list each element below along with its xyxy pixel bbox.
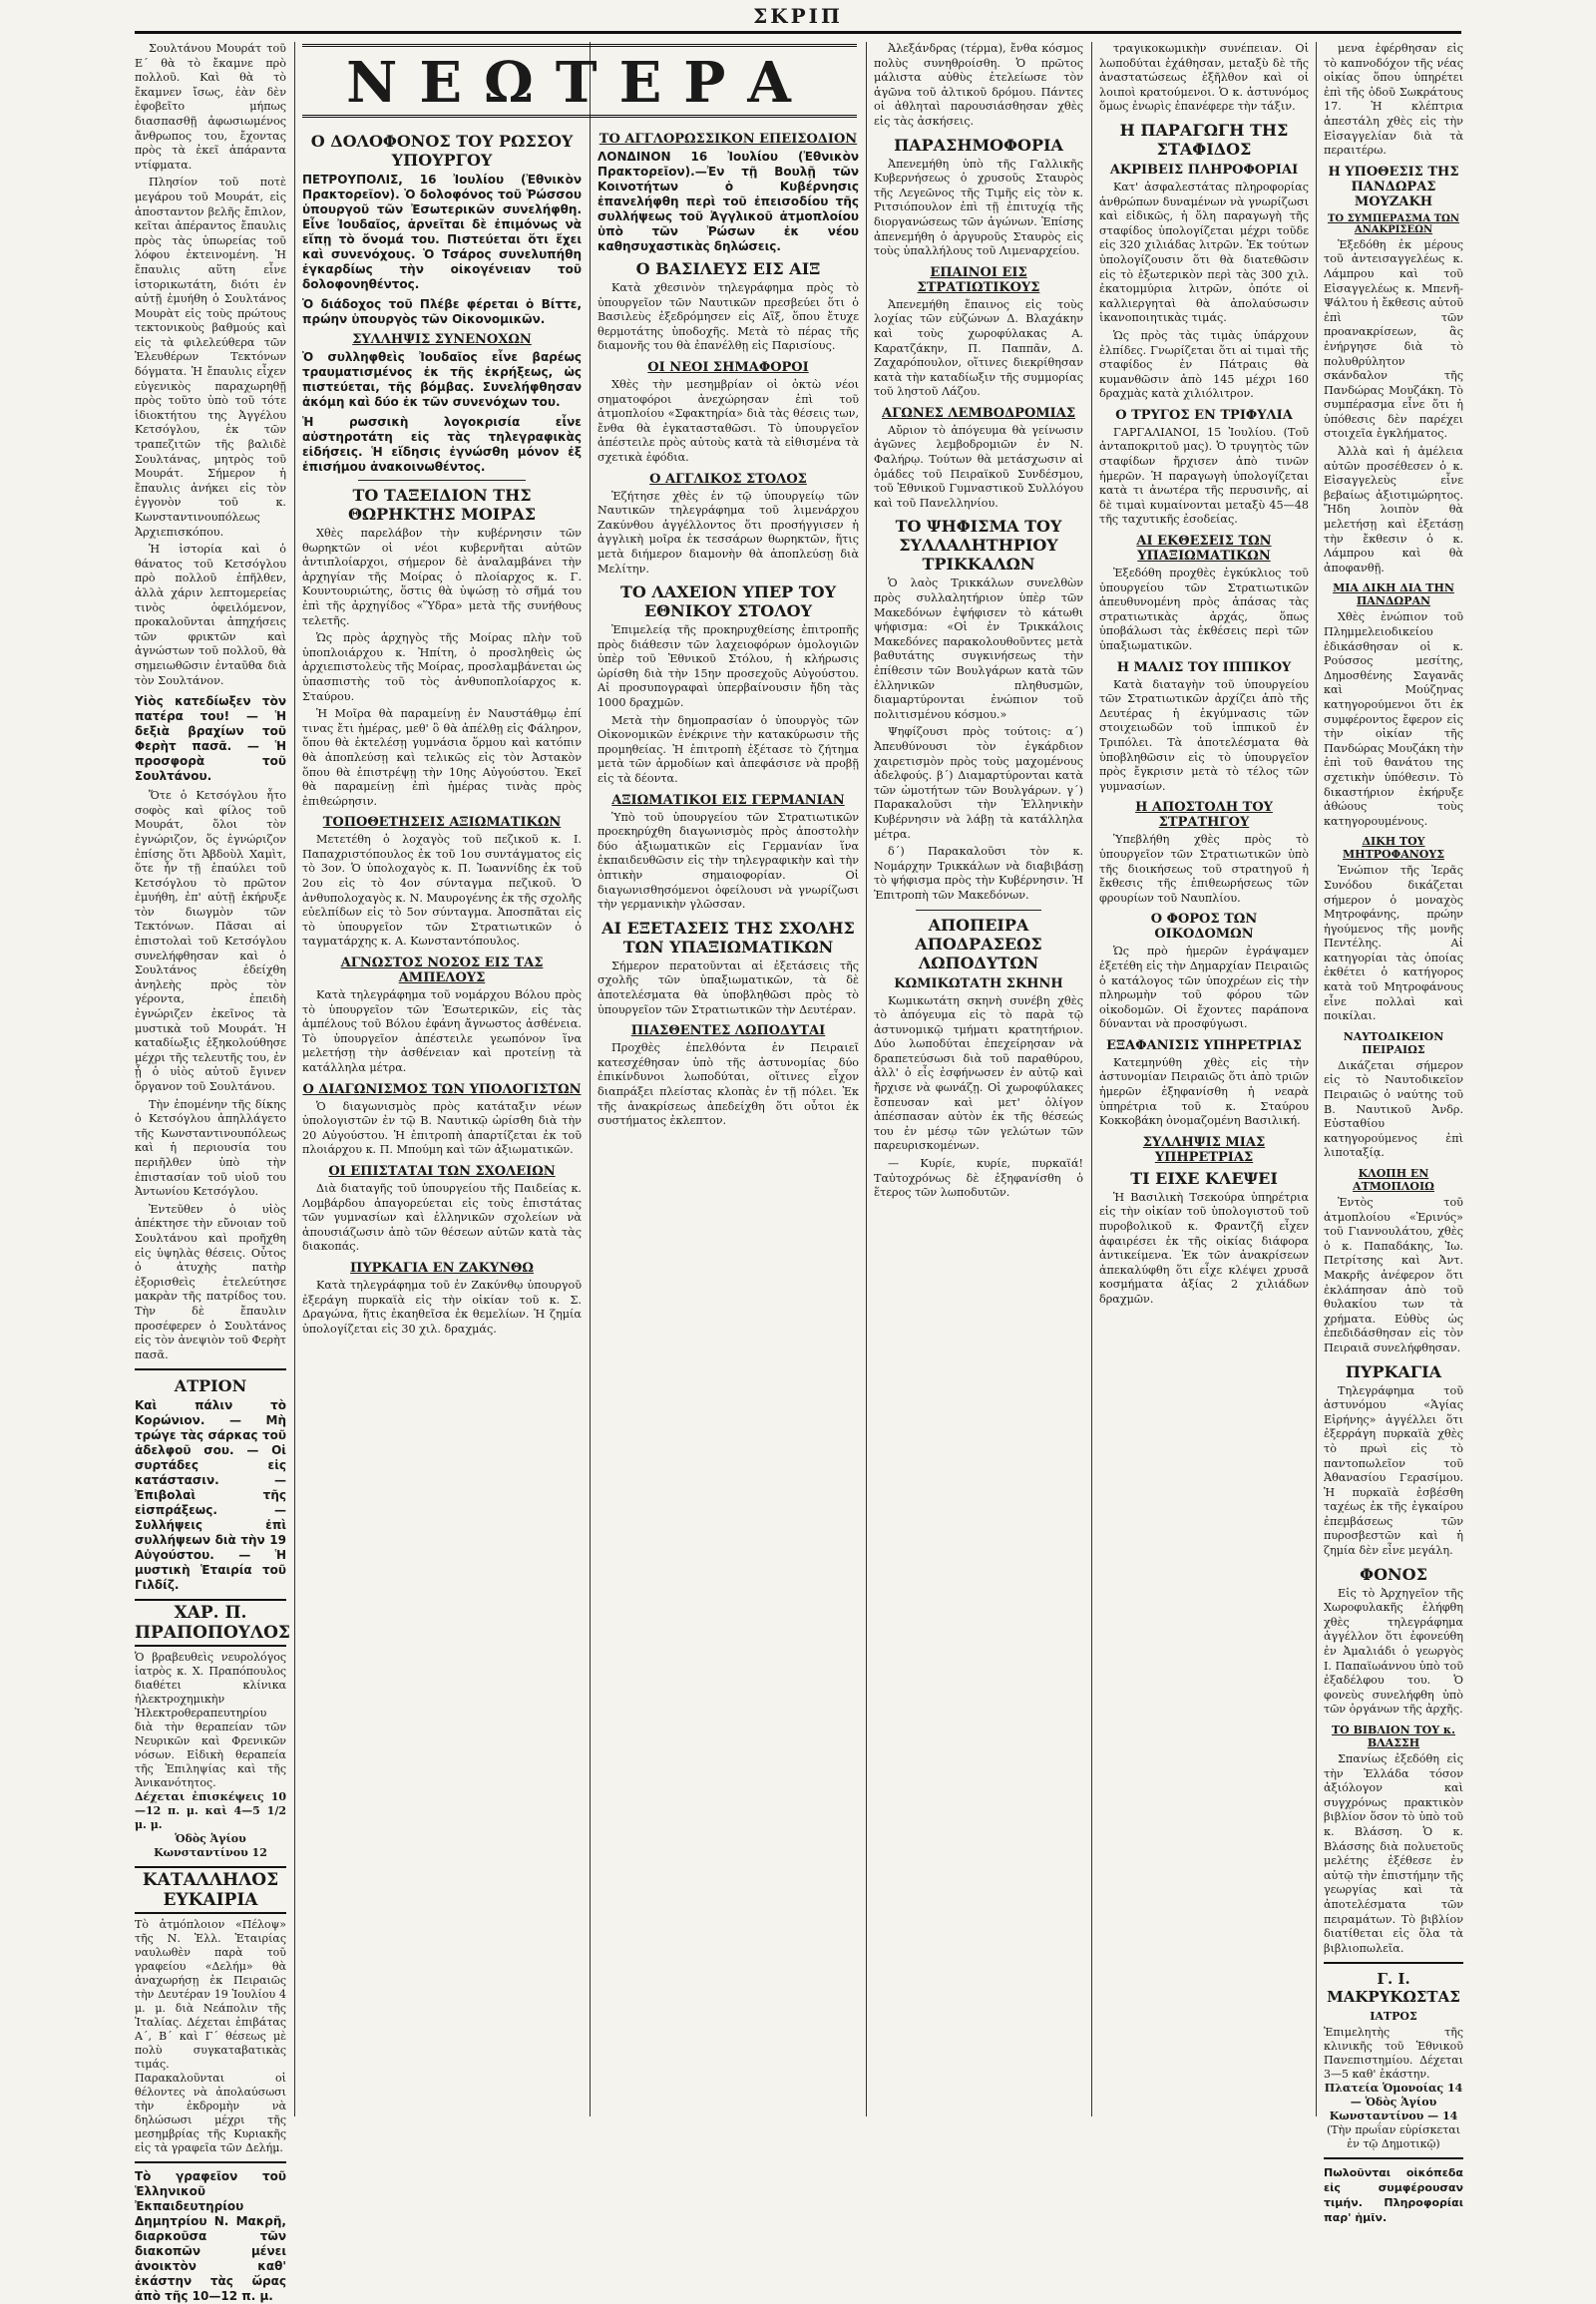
section-heading: ΑΤΡΙΟΝ xyxy=(174,1376,247,1396)
article-text: Ὑπεβλήθη χθὲς πρὸς τὸ ὑπουργεῖον τῶν Στρατιωτικῶν ὑπὸ τῆς διοικήσεως τοῦ στρατηγοῦ ἡ ἔκθεσις τῆς ἐπιθεωρήσεως τῶν φρουρίων τοῦ Ναυπλίου. xyxy=(1099,833,1309,905)
article-text: Ὁ λαὸς Τρικκάλων συνελθὼν πρὸς συλλαλητήριον ὑπὲρ τῶν Μακεδόνων ἐψήφισεν τὸ κάτωθι ψήφισμα: «Οἱ ἐν Τρικκάλοις Μακεδόνες παρακολουθοῦντες μετὰ βαθυτάτης συγκινήσεως τὴν ἐπίθεσιν τῶν Βουλγάρων κατὰ τῶν ἑλληνικῶν πληθυσμῶν, διαμαρτύρονται ἐνώπιον τοῦ πολιτισμένου κόσμου.» xyxy=(874,576,1083,721)
article-text: Ὁ διαγωνισμὸς πρὸς κατάταξιν νέων ὑπολογιστῶν ἐν τῷ Β. Ναυτικῷ ὡρίσθη διὰ τὴν 20 Αὐγούστου. Ἡ ἐπιτροπὴ ἀπαρτίζεται ἐκ τοῦ πλοιάρχου κ. Π. Μπούμη καὶ τῶν ἀξιωματικῶν. xyxy=(302,1099,582,1157)
article-heading: Η ΜΑΛΙΣ ΤΟΥ ΙΠΠΙΚΟΥ xyxy=(1116,659,1292,675)
news-banner xyxy=(296,44,863,122)
article-heading: ΤΟ ΨΗΦΙΣΜΑ ΤΟΥ ΣΥΛΛΑΛΗΤΗΡΙΟΥ ΤΡΙΚΚΑΛΩΝ xyxy=(895,517,1062,575)
article-heading: ΑΙ ΕΚΘΕΣΕΙΣ ΤΩΝ ΥΠΑΞΙΩΜΑΤΙΚΩΝ xyxy=(1136,534,1272,565)
article-text: Ὅτε ὁ Κετσόγλου ἦτο σοφὸς καὶ φίλος τοῦ Μουράτ, ὅλοι τὸν ἐγνώριζον, ὅς ἐγνώριζον ἐπίσης ὅτι Ἀβδοὺλ Χαμὶτ, ὅτε ἦν τῇ ἐπαύλει τοῦ Κετσόγλου τὸ πρῶτον ἐμυήθη, ἐπ' αὐτῇ ἐκήρυξε τὸν διωγμὸν τῶν Τεκτόνων. Πᾶσαι αἱ ἐπιστολαὶ τοῦ Κετσόγλου συνελήφθησαν καὶ ὁ Σουλτάνος ἐδείχθη ἀνηλεὴς πρὸς τὸν γέροντα, ἐπειδὴ ἐγνώριζεν ἐκεῖνος τὰ μυστικὰ τοῦ Μουράτ. Ἡ καταδίωξις ἐξηκολούθησε μέχρι τῆς τελευτῆς του, ἐν ᾗ ὁ υἱὸς αὐτοῦ ἔγινεν ὄργανον τοῦ Σουλτάνου. xyxy=(135,789,286,1093)
article-text: Ὑπὸ τοῦ ὑπουργείου τῶν Στρατιωτικῶν προεκηρύχθη διαγωνισμὸς πρὸς ἀποστολὴν δύο ἀξιωματικῶν εἰς Γερμανίαν ἵνα ἐκπαιδευθῶσιν εἰς τὴν τηλεγραφικὴν καὶ τὴν ὀπτικὴν σημαιοφορίαν. Οἱ διαγωνισθησόμενοι ὀφείλουσι νὰ γνωρίζωσι τὴν γερμανικὴν γλῶσσαν. xyxy=(598,810,859,912)
article-text: τραγικοκωμικὴν συνέπειαν. Οἱ λωποδύται ἐχάθησαν, μεταξὺ δὲ τῆς ἀναστατώσεως ἐξῆλθον καὶ οἱ λοιποὶ κρατούμενοι. Ὁ κ. ἀστυνόμος ὅμως ἐνωρὶς ἐπανέφερε τὴν τάξιν. xyxy=(1099,42,1309,114)
article-heading: Ο ΑΓΓΛΙΚΟΣ ΣΤΟΛΟΣ xyxy=(649,471,807,487)
article-subheading: ΤΙ ΕΙΧΕ ΚΛΕΨΕΙ xyxy=(1130,1168,1278,1188)
article-text: Σήμερον περατοῦνται αἱ ἐξετάσεις τῆς σχολῆς τῶν ὑπαξιωματικῶν, τὰ δὲ ἀποτελέσματα θὰ ὑποβληθῶσι πρὸς τὸ ὑπουργεῖον τῶν Στρατιωτικῶν τὴν Δευτέραν. xyxy=(598,959,859,1016)
article-text: Μετὰ τὴν δημοπρασίαν ὁ ὑπουργὸς τῶν Οἰκονομικῶν ἐνέκρινε τὴν κατακύρωσιν τῆς προμηθείας. Ἡ ἐπιτροπὴ ἐξέτασε τὸ ζήτημα μετὰ τῶν ἀρμοδίων καὶ ἀπεφάσισε νὰ προβῇ εἰς τὰ δέοντα. xyxy=(598,713,859,786)
article-text: Κατ' ἀσφαλεστάτας πληροφορίας ἀνθρώπων δυναμένων νὰ γνωρίζωσι καὶ εἰδικῶς, ἡ ὅλη παραγωγὴ τῆς σταφίδος ὑπολογίζεται μέχρι τοῦδε εἰς 320 χιλιάδας λιτρῶν. Ἐκ τούτων ὑπολογίζουσιν ὅτι θὰ διατεθῶσιν εἰς τὸ ἐξωτερικὸν περὶ τὰς 300 χιλ. ἐκατομμύρια λιτρῶν, ὁπότε οἱ καλλιεργηταὶ θὰ ἀπολαύσωσιν ἱκανοποιητικὰς τιμάς. xyxy=(1099,180,1309,325)
article-text: Ψηφίζουσι πρὸς τούτοις: α΄) Ἀπευθύνουσι τὸν ἐγκάρδιον χαιρετισμὸν πρὸς τοὺς μαχομένους ἀδελφούς. β΄) Διαμαρτύρονται κατὰ τῶν ὠμοτήτων τῶν Βουλγάρων. γ΄) Παρακαλοῦσι τὴν Ἑλληνικὴν Κυβέρνησιν νὰ λάβῃ τὰ κατάλληλα μέτρα. xyxy=(874,725,1083,841)
section-rule xyxy=(135,2161,286,2163)
section-rule xyxy=(916,910,1041,911)
article-text: Ὡς πρὸς ἀρχηγὸς τῆς Μοίρας πλὴν τοῦ ὑποπλοιάρχου κ. Ἠπίτη, ὁ προσληθεὶς ὡς ἀρχιεπιστολεὺς τῆς Μοίρας, προσλαμβάνεται ὡς ὑπασπιστὴς τοῦ τὸς ἀνθυποπλοίαρχος κ. Σταύρου. xyxy=(302,631,582,703)
article-text: Εἰς τὸ Ἀρχηγεῖον τῆς Χωροφυλακῆς ἐλήφθη χθὲς τηλεγράφημα ἀγγέλλον ὅτι ἐφονεύθη ἐν Ἀμαλιάδι ὁ γεωργὸς Ι. Παπαϊωάννου ὑπὸ τοῦ ἐξαδέλφου του. Ὁ φονεὺς συνελήφθη ὑπὸ τῶν ὀργάνων τῆς ἀρχῆς. xyxy=(1324,1586,1463,1717)
article-heading: ΤΟ ΛΑΧΕΙΟΝ ΥΠΕΡ ΤΟΥ ΕΘΝΙΚΟΥ ΣΤΟΛΟΥ xyxy=(619,582,837,621)
article-heading: Ο ΤΡΥΓΟΣ ΕΝ ΤΡΙΦΥΛΙΑ xyxy=(1115,407,1293,423)
notice-text: Πωλοῦνται οἰκόπεδα εἰς συμφέρουσαν τιμήν. Πληροφορίαι παρ' ἡμῖν. xyxy=(1324,2166,1463,2225)
article-text: Ἐντεῦθεν ὁ υἱὸς ἀπέκτησε τὴν εὔνοιαν τοῦ Σουλτάνου καὶ προῆχθη εἰς ὑψηλὰς θέσεις. Οὗτος ὁ ἀτυχὴς πατὴρ ἐξορισθεὶς ἐτελεύτησε μακρὰν τῆς πατρίδος του. Τὴν δὲ ἔπαυλιν προσέφερεν ὁ Σουλτάνος εἰς τὸν ἀνεψιὸν τοῦ Φερὴτ πασᾶ. xyxy=(135,1202,286,1361)
article-text: Ἐζήτησε χθὲς ἐν τῷ ὑπουργείῳ τῶν Ναυτικῶν τηλεγράφημα τοῦ λιμενάρχου Ζακύνθου ἀγγέλλοντος ὅτι προσήγγισεν ἡ ἀγγλικὴ μοῖρα ἐκ τεσσάρων θωρηκτῶν, ἥτις μετὰ διήμερον διαμονὴν θὰ ἀποπλεύσῃ διὰ Μελίτην. xyxy=(598,489,859,576)
column-divider xyxy=(1316,42,1317,2116)
column-divider xyxy=(1091,42,1092,2116)
article-text: Κατὰ τηλεγράφημα τοῦ νομάρχου Βόλου πρὸς τὸ ὑπουργεῖον τῶν Ἐσωτερικῶν, εἰς τὰς ἀμπέλους τοῦ Βόλου ἐφάνη ἄγνωστος ἀσθένεια. Τὸ ὑπουργεῖον ἀπέστειλε γεωπόνον ἵνα μελετήσῃ τὴν ἀσθένειαν καὶ προτείνῃ τὰ κατάλληλα μέτρα. xyxy=(302,988,582,1074)
article-heading: ΔΙΚΗ ΤΟΥ ΜΗΤΡΟΦΑΝΟΥΣ xyxy=(1343,835,1444,862)
article-text: Τηλεγράφημα τοῦ ἀστυνόμου «Ἁγίας Εἰρήνης» ἀγγέλλει ὅτι ἐξερράγη πυρκαϊὰ χθὲς τὸ πρωὶ εἰς τὸ παντοπωλεῖον τοῦ Ἀθανασίου Γερασίμου. Ἡ πυρκαϊὰ ἐσβέσθη ταχέως ἐκ τῆς ἐγκαίρου ἐπεμβάσεως τῶν πυροσβεστῶν καὶ ἡ ζημία δὲν εἶνε μεγάλη. xyxy=(1324,1383,1463,1558)
advertisement-note: (Τὴν πρωΐαν εὑρίσκεται ἐν τῷ Δημοτικῷ) xyxy=(1326,2123,1461,2151)
section-rule xyxy=(1324,1962,1463,1964)
article-text: Ὡς πρὸ ἡμερῶν ἐγράψαμεν ἐξετέθη εἰς τὴν Δημαρχίαν Πειραιῶς ὁ κατάλογος τῶν ὑποχρέων εἰς τὴν πληρωμὴν τοῦ φόρου τῶν οἰκοδομῶν. Οἱ ἔχοντες παράπονα δύνανται νὰ προσφύγωσι. xyxy=(1099,945,1309,1031)
article-heading: ΠΥΡΚΑΓΙΑ ΕΝ ΖΑΚΥΝΘΩ xyxy=(350,1260,534,1276)
article-text: Ἡ Βασιλικὴ Τσεκούρα ὑπηρέτρια εἰς τὴν οἰκίαν τοῦ ὑπολογιστοῦ τοῦ πυροβολικοῦ κ. Φραντζῆ εἶχεν ἀφαιρέσει ἐκ τῆς οἰκίας διάφορα ἀντικείμενα. Ἐκ τῶν ἀνακρίσεων ἀπεκαλύφθη ὅτι εἶχε κλέψει χρυσᾶ κοσμήματα ἀξίας 2 χιλιάδων δραχμῶν. xyxy=(1099,1190,1309,1306)
advertisement-title: ΚΑΤΑΛΛΗΛΟΣ ΕΥΚΑΙΡΙΑ xyxy=(135,1866,286,1914)
article-text: Προχθὲς ἐπελθόντα ἐν Πειραιεῖ κατεσχέθησαν ὑπὸ τῆς ἀστυνομίας δύο ἐπικίνδυνοι λωποδύται, οἵτινες εἶχον διαπράξει πλείστας κλοπὰς ἐν τῇ πόλει. Ἐκ τῆς ἀνακρίσεως ἀπεδείχθη ὅτι οὗτοι ἐκ συστήματος ἐκλεπτον. xyxy=(598,1041,859,1128)
article-heading: ΣΥΛΛΗΨΙΣ ΣΥΝΕΝΟΧΩΝ xyxy=(352,332,532,347)
advertisement-hours: Δέχεται ἐπισκέψεις 10—12 π. μ. καὶ 4—5 1/2 μ. μ. xyxy=(135,1790,286,1832)
article-text: Ἐξεδόθη ἐκ μέρους τοῦ ἀντεισαγγελέως κ. Λάμπρου καὶ τοῦ Εἰσαγγελέως κ. Μπενῆ-Ψάλτου ἡ ἔκθεσις αὐτοῦ ἐπὶ τῶν προανακρίσεων, ἃς ἐνήργησε διὰ τὸ πολυθρύλητον σκάνδαλον τῆς Πανδώρας Μουζάκη. Τὸ συμπέρασμα εἶνε ὅτι ἡ ὑπόθεσις δὲν παρέχει στοιχεῖα ἐγκλήματος. xyxy=(1324,237,1463,441)
advertisement-text: Τὸ ἀτμόπλοιον «Πέλοψ» τῆς Ν. Ἑλλ. Ἑταιρίας ναυλωθὲν παρὰ τοῦ γραφείου «Δελήμ» θὰ ἀναχωρήσῃ ἐκ Πειραιῶς τὴν Δευτέραν 19 Ἰουλίου 4 μ. μ. διὰ Νεάπολιν τῆς Ἰταλίας. Δέχεται ἐπιβάτας Α΄, Β΄ καὶ Γ΄ θέσεως μὲ πολὺ συγκαταβατικὰς τιμάς. xyxy=(135,1918,286,2072)
masthead xyxy=(135,4,1461,34)
article-text: Ἐντὸς τοῦ ἀτμοπλοίου «Ἐρινύς» τοῦ Γιαννουλάτου, χθὲς ὁ κ. Παπαδάκης, Ἰω. Πετρίτσης καὶ Ἀντ. Μακρῆς ἀνέφερον ὅτι ἐκλάπησαν ἀπὸ τοῦ θυλακίου των τὰ χρήματα. Εὐθὺς ὡς ἐπεδιδάσθησαν εἰς τὸν Πειραιᾶ συνελήφθησαν. xyxy=(1324,1196,1463,1354)
article-heading: ΤΟ ΑΓΓΛΟΡΩΣΣΙΚΟΝ ΕΠΕΙΣΟΔΙΟΝ xyxy=(598,132,858,147)
article-heading: Ο ΔΙΑΓΩΝΙΣΜΟΣ ΤΩΝ ΥΠΟΛΟΓΙΣΤΩΝ xyxy=(302,1081,582,1097)
article-text: Μετετέθη ὁ λοχαγὸς τοῦ πεζικοῦ κ. Ι. Παπαχριστόπουλος ἐκ τοῦ 1ου συντάγματος εἰς τὸ 3ον. Ὁ ὑπολοχαγὸς κ. Π. Ἰωαννίδης ἐκ τοῦ 2ου εἰς τὸ 4ον σύνταγμα πεζικοῦ. Ὁ ἀνθυπολοχαγὸς κ. Ν. Μαυρογένης ἐκ τῆς σχολῆς εὐελπίδων εἰς τὸ 5ον σύνταγμα. Ἀποσπᾶται εἰς τὸ ὑπουργεῖον τῶν Στρατιωτικῶν ὁ ταγματάρχης κ. Α. Κωνσταντόπουλος. xyxy=(302,833,582,949)
article-text: Ὡς πρὸς τὰς τιμὰς ὑπάρχουν ἐλπίδες. Γνωρίζεται ὅτι αἱ τιμαὶ τῆς σταφίδος ἐν Πάτραις θὰ κυμανθῶσιν ἀπὸ 145 μέχρι 160 δραχμὰς κατὰ χιλιόλιτρον. xyxy=(1099,328,1309,401)
article-heading: ΕΠΑΙΝΟΙ ΕΙΣ ΣΤΡΑΤΙΩΤΙΚΟΥΣ xyxy=(917,264,1040,295)
article-text: Ἡ ἱστορία καὶ ὁ θάνατος τοῦ Κετσόγλου πρὸ πολλοῦ ἐπῆλθεν, ἀλλὰ χάριν λεπτομερείας τινὸς ὀφειλόμενον, προκαλοῦνται ἀπηχήσεις τῶν φρικτῶν καὶ ἀγνώστων τοῦ πολλοῦ, θὰ σημειωθῶσιν ἐνταῦθα διὰ τὸν Σουλτάνον. xyxy=(135,543,286,687)
article-text: Τὴν ἐπομένην τῆς δίκης ὁ Κετσόγλου ἀπηλλάγετο τῆς Κωνσταντινουπόλεως καὶ ἡ περιουσία του περιῆλθεν ὑπὸ τὴν ἐπιστασίαν τοῦ υἱοῦ του Ἀντωνίου Κετσόγλου. xyxy=(135,1097,286,1199)
column-divider xyxy=(866,42,867,2116)
article-text: Ἐνώπιον τῆς Ἱερᾶς Συνόδου δικάζεται σήμερον ὁ μοναχὸς Μητροφάνης, πρώην ἡγούμενος τῆς μονῆς Πεντέλης. Αἱ κατηγορίαι τὰς ὁποίας ἐκθέτει ὁ κατήγορος κατὰ τοῦ Μητροφάνους εἶνε πολλαὶ καὶ ποικίλαι. xyxy=(1324,864,1463,1023)
article-heading: ΑΓΝΩΣΤΟΣ ΝΟΣΟΣ ΕΙΣ ΤΑΣ ΑΜΠΕΛΟΥΣ xyxy=(340,956,544,986)
article-text: Ἐξεδόθη προχθὲς ἐγκύκλιος τοῦ ὑπουργείου τῶν Στρατιωτικῶν ἀπευθυνομένη πρὸς ἁπάσας τὰς στρατιωτικὰς ἀρχάς, ὅπως ὑποβάλωσι τὰς ἐκθέσεις περὶ τῶν ὑπαξιωματικῶν. xyxy=(1099,567,1309,652)
article-text: — Κυρίε, κυρίε, πυρκαϊά! Ταὐτοχρόνως δὲ ἐξηφανίσθη ὁ ἕτερος τῶν λωποδυτῶν. xyxy=(874,1157,1083,1200)
article-text: Ἐπιμελείᾳ τῆς προκηρυχθείσης ἐπιτροπῆς πρὸς διάθεσιν τῶν λαχειοφόρων ὁμολογιῶν ὑπὲρ τοῦ Ἐθνικοῦ Στόλου, ἡ κλήρωσις ὡρίσθη διὰ τὴν 15ην προσεχοῦς Αὐγούστου. Αἱ προσυπογραφαὶ ὑπερβαίνουσιν ἤδη τὰς 1000 δραχμῶν. xyxy=(598,623,859,710)
lead-paragraph: ΠΕΤΡΟΥΠΟΛΙΣ, 16 Ἰουλίου (Ἐθνικὸν Πρακτορεῖον). Ὁ δολοφόνος τοῦ Ῥώσσου ὑπουργοῦ τῶν Ἐσωτερικῶν συνελήφθη. Εἶνε Ἰουδαῖος, ἀρνεῖται δὲ ἐπιμόνως νὰ εἴπῃ τὸ ὄνομά του. Πιστεύεται ὅτι ἔχει καὶ συνενόχους. Ὁ Τσάρος συνελυπήθη ἐγκαρδίως τὴν οἰκογένειαν τοῦ δολοφονηθέντος. xyxy=(302,173,582,291)
article-text: Σπανίως ἐξεδόθη εἰς τὴν Ἑλλάδα τόσον ἀξιόλογον καὶ συγχρόνως πρακτικὸν βιβλίον ὅσον τὸ ὑπὸ τοῦ κ. Βλάσση. Ὁ κ. Βλάσσης διὰ πολυετοῦς μελέτης ἐξέθεσε ἐν αὐτῷ τὴν ἐπιστήμην τῆς γεωργίας καὶ τὰ ἀποτελέσματα τῶν πειραμάτων. Τὸ βιβλίον διατίθεται εἰς ὅλα τὰ βιβλιοπωλεῖα. xyxy=(1324,1752,1463,1955)
article-heading: Ο ΒΑΣΙΛΕΥΣ ΕΙΣ ΑΙΞ xyxy=(635,259,821,278)
article-heading: ΑΞΙΩΜΑΤΙΚΟΙ ΕΙΣ ΓΕΡΜΑΝΙΑΝ xyxy=(611,792,845,808)
article-heading: ΤΟ ΒΙΒΛΙΟΝ ΤΟΥ κ. ΒΛΑΣΣΗ xyxy=(1331,1724,1455,1749)
advertisement-subtitle: ΙΑΤΡΟΣ xyxy=(1370,2010,1417,2024)
article-heading: ΟΙ ΕΠΙΣΤΑΤΑΙ ΤΩΝ ΣΧΟΛΕΙΩΝ xyxy=(328,1163,556,1179)
article-text: Σουλτάνου Μουράτ τοῦ Ε΄ θὰ τὸ ἔκαμνε πρὸ πολλοῦ. Καὶ θὰ τὸ ἔκαμνεν ἴσως, ἐὰν δὲν ἐφοβεῖτο μήπως διασπασθῇ ἀφωσιωμένος ἄνθρωπος του, ἔχοντας πρὸς τὰ ἐκεῖ ἁπάραντα ντίφματα. xyxy=(135,42,286,172)
article-heading: Ο ΦΟΡΟΣ ΤΩΝ ΟΙΚΟΔΟΜΩΝ xyxy=(1150,912,1258,943)
article-heading: ΠΥΡΚΑΓΙΑ xyxy=(1345,1361,1442,1381)
article-heading: Η ΑΠΟΣΤΟΛΗ ΤΟΥ ΣΤΡΑΤΗΓΟΥ xyxy=(1135,800,1273,831)
article-heading: ΣΥΛΛΗΨΙΣ ΜΙΑΣ ΥΠΗΡΕΤΡΙΑΣ xyxy=(1142,1134,1266,1165)
advertisement-text: Ἐπιμελητὴς τῆς κλινικῆς τοῦ Ἐθνικοῦ Πανεπιστημίου. Δέχεται 3—5 καθ' ἑκάστην. xyxy=(1324,2026,1463,2082)
article-heading: ΤΟ ΤΑΞΕΙΔΙΟΝ ΤΗΣ ΘΩΡΗΚΤΗΣ ΜΟΙΡΑΣ xyxy=(347,486,537,524)
article-text: Ἀλλὰ καὶ ἡ ἀμέλεια αὐτῶν προσέθεσεν ὁ κ. Εἰσαγγελεὺς εἶνε βεβαίως ἀξιοτιμώρητος. Ἤδη λοιπὸν θὰ μελετήσῃ καὶ ἐξετάσῃ τὴν ἔκθεσιν ὁ κ. Λάμπρου καὶ θὰ ἀποφανθῇ. xyxy=(1324,445,1463,575)
article-heading: Η ΠΑΡΑΓΩΓΗ ΤΗΣ ΣΤΑΦΙΔΟΣ xyxy=(1119,120,1289,159)
column-3 xyxy=(598,128,859,2116)
article-heading: Η ΥΠΟΘΕΣΙΣ ΤΗΣ ΠΑΝΔΩΡΑΣ ΜΟΥΖΑΚΗ xyxy=(1328,164,1459,209)
article-text: Χθὲς παρελάβον τὴν κυβέρνησιν τῶν θωρηκτῶν οἱ νέοι κυβερνῆται αὐτῶν ἀντιπλοίαρχοι, σήμερον δὲ ἀναλαμβάνει τὴν ἀρχηγίαν τῆς Μοίρας ὁ πλοίαρχος κ. Γ. Κουντουριώτης, ὅστις θὰ ὑψώσῃ τὸ σῆμά του ἐπὶ τῆς ἀρχηγίδος «Ὕδρα» μετὰ τῆς συνήθους τελετῆς. xyxy=(302,527,582,627)
article-heading: ΑΙ ΕΞΕΤΑΣΕΙΣ ΤΗΣ ΣΧΟΛΗΣ ΤΩΝ ΥΠΑΞΙΩΜΑΤΙΚΩΝ xyxy=(601,918,855,957)
article-text: Αὔριον τὸ ἀπόγευμα θὰ γείνωσιν ἀγῶνες λεμβοδρομιῶν ἐν Ν. Φαλήρῳ. Τούτων θὰ μετάσχωσιν αἱ ὁμάδες τοῦ Πειραϊκοῦ Συνδέσμου, τοῦ Ἐθνικοῦ Γυμναστικοῦ Συλλόγου καὶ τοῦ Πανελληνίου. xyxy=(874,423,1083,510)
article-text: μενα ἐφέρθησαν εἰς τὸ καπνοδόχον τῆς νέας οἰκίας ὅπου ὑπηρέτει ἐπὶ τῆς ὁδοῦ Σωκράτους 17. Ἡ κλέπτρια ἀπεστάλη χθὲς εἰς τὴν Εἰσαγγελίαν διὰ τὰ περαιτέρω. xyxy=(1324,42,1463,158)
article-text: Κατὰ διαταγὴν τοῦ ὑπουργείου τῶν Στρατιωτικῶν ἀρχίζει ἀπὸ τῆς Δευτέρας ἡ ἐκγύμνασις τῶν στοιχειωδῶν τοῦ ἱππικοῦ ἐν Τριπόλει. Τὰ ἀποτελέσματα θὰ ὑποβληθῶσιν εἰς τὸ ὑπουργεῖον πρὸς ἔγκρισιν μετὰ τὸ τέλος τῶν γυμνασίων. xyxy=(1099,677,1309,793)
lead-paragraph: ΛΟΝΔΙΝΟΝ 16 Ἰουλίου (Ἐθνικὸν Πρακτορεῖον).—Ἐν τῇ Βουλῇ τῶν Κοινοτήτων ὁ Κυβέρνησις ἐπανελήφθη περὶ τοῦ ἐπεισοδίου τῆς συλλήψεως τοῦ Ἀγγλικοῦ ἀτμοπλοίου ὑπὸ τῶν Ῥώσων ἐκ νέου καθησυχαστικὰς δηλώσεις. xyxy=(598,150,859,253)
article-text: Χθὲς ἐνώπιον τοῦ Πλημμελειοδικείου ἐδικάσθησαν οἱ κ. Ρούσσος μεσίτης, Δημοσθένης Σαγανᾶς καὶ Μούζηνας κατηγορούμενοι ὅτι ἐκ συμφέροντος ἔφερον εἰς τὴν οἰκίαν τῆς Πανδώρας Μουζάκη τὴν ἐπὶ τοῦ θανάτου της σχετικὴν ὑπόθεσιν. Τὸ δικαστήριον ἐκήρυξε ἀθώους τοὺς κατηγορουμένους. xyxy=(1324,610,1463,828)
article-heading: ΝΑΥΤΟΔΙΚΕΙΟΝ ΠΕΙΡΑΙΩΣ xyxy=(1343,1029,1444,1056)
article-heading: ΑΓΩΝΕΣ ΛΕΜΒΟΔΡΟΜΙΑΣ xyxy=(881,405,1076,421)
article-heading: ΟΙ ΝΕΟΙ ΣΗΜΑΦΟΡΟΙ xyxy=(647,359,809,375)
article-text: Ἡ Μοῖρα θὰ παραμείνῃ ἐν Ναυστάθμῳ ἐπί τινας ἔτι ἡμέρας, μεθ' ὃ θὰ ἀπέλθῃ εἰς Φάληρον, ὅπου θὰ ἐκτελέσῃ γυμνάσια ὅρμου καὶ κατόπιν θὰ ἀποπλεύσῃ καὶ τελικῶς εἰς τὸν Ἀστακὸν ὅπου θὰ ἐπιστρέψῃ τὴν 10ης Αὐγούστου. Ἐκεῖ θὰ παραμείνῃ ἐπὶ ἡμέρας τινὰς πρὸς ἐπιθεώρησιν. xyxy=(302,707,582,808)
column-1 xyxy=(135,42,290,2304)
advertisement-text: Παρακαλοῦνται οἱ θέλοντες νὰ ἀπολαύσωσι τὴν ἐκδρομὴν νὰ δηλώσωσι μέχρι τῆς μεσημβρίας τῆς Κυριακῆς εἰς τὰ γραφεῖα τῶν Δελήμ. xyxy=(135,2072,286,2155)
article-subheading: ΤΟ ΣΥΜΠΕΡΑΣΜΑ ΤΩΝ ΑΝΑΚΡΙΣΕΩΝ xyxy=(1327,212,1460,235)
lead-paragraph: Ὁ συλληφθεὶς Ἰουδαῖος εἶνε βαρέως τραυματισμένος ἐκ τῆς ἐκρήξεως, ὡς πιστεύεται, τῆς βόμβας. Συνελήφθησαν ἀκόμη καὶ δύο ἐκ τῶν συνενόχων του. xyxy=(302,350,582,409)
column-divider xyxy=(294,42,295,2116)
article-text: Πλησίον τοῦ ποτὲ μεγάρου τοῦ Μουράτ, εἰς ἀποσταντον βελῆς ἔπιλον, κεῖται ἀπέραντος ἔπαυλις πρὸς τὰς ὑπωρείας τοῦ λόφου ἐκτεινομένη. Ἡ ἔπαυλις αὕτη εἶνε ἰστορικωτάτη, διότι ἐν αὐτῇ ἐμυήθη ὁ Σουλτάνος Μουρὰτ εἰς τοὺς πρώτους τεκτονικοὺς βαθμούς καὶ εἰς τὰ φιλελεύθερα τῶν Ἑλευθέρων Τεκτόνων δόγματα. Ἡ ἔπαυλις εἶχεν εὐγενικὸς παραχωρηθῇ πρὸς τοῦτο ὑπὸ τοῦ τότε ἰδιοκτήτου της Ἀγγέλου Κετσόγλου, ἐκ τῶν τραπεζιτῶν τῆς βαλιδὲ Σουλτάνας, μητρὸς τοῦ Μουράτ. Σήμερον ἡ ἔπαυλις ἀνήκει εἰς τὸν ἐγγονὸν τοῦ κ. Κωνσταντινουπόλεως Ἀρχιεπισκόπου. xyxy=(135,176,286,539)
column-divider xyxy=(590,42,591,2116)
column-5 xyxy=(1099,42,1309,2116)
article-text: ΓΑΡΓΑΛΙΑΝΟΙ, 15 Ἰουλίου. (Τοῦ ἀνταποκριτοῦ μας). Ὁ τρυγητὸς τῶν σταφίδων ἤρχισεν ἀπὸ τινῶν ἡμερῶν. Ἡ παραγωγὴ ὑπολογίζεται κατὰ τι ἀνωτέρα τῆς περυσινῆς, αἱ δὲ τιμαὶ κυμαίνονται μεταξὺ 45—48 τῆς ταχυτικῆς ἐσοδείας. xyxy=(1099,425,1309,527)
advertisement-address: Ὁδὸς Ἁγίου Κωνσταντίνου 12 xyxy=(154,1832,267,1860)
column-6 xyxy=(1324,42,1463,2225)
section-rule xyxy=(135,1368,286,1370)
article-heading: ΠΑΡΑΣΗΜΟΦΟΡΙΑ xyxy=(894,135,1063,155)
banner-title: ΝΕΩΤΕΡΑ xyxy=(346,50,813,116)
advertisement-text: Ὁ βραβευθεὶς νευρολόγος ἰατρὸς κ. Χ. Πραπόπουλος διαθέτει κλίνικα ἠλεκτροχημικὴν Ἠλεκτροθεραπευτηρίου διὰ τὴν θεραπείαν τῶν Νευρικῶν καὶ Φρενικῶν νόσων. Εἰδικὴ θεραπεία τῆς Ἐπιληψίας καὶ τῆς Ἀνικανότητος. xyxy=(135,1651,286,1790)
lead-paragraph: Ἡ ρωσσικὴ λογοκρισία εἶνε αὐστηροτάτη εἰς τὰς τηλεγραφικὰς εἰδήσεις. Ἡ εἴδησις ἐγνώσθη μόνον ἐξ ἐπισήμου ἀνακοινωθέντος. xyxy=(302,415,582,474)
section-rule xyxy=(1324,2157,1463,2159)
newspaper-title: ΣΚΡΙΠ xyxy=(753,4,843,28)
article-text: Ἀπενεμήθη ὑπὸ τῆς Γαλλικῆς Κυβερνήσεως ὁ χρυσοῦς Σταυρὸς τῆς Λεγεῶνος τῆς Τιμῆς εἰς τὸν κ. Ριτσιόπουλον ἐπὶ τῇ ἐπιτυχίᾳ τῆς διοργανώσεως τῶν ἀγώνων. Ἐπίσης ἀπενεμήθη ὁ ἀργυροῦς Σταυρὸς εἰς τοὺς ὑπαλλήλους τοῦ Λιμεναρχείου. xyxy=(874,157,1083,258)
article-text: Διὰ διαταγῆς τοῦ ὑπουργείου τῆς Παιδείας κ. Λομβάρδου ἀπαγορεύεται εἰς τοὺς ἐπιστάτας τῶν γυμνασίων καὶ ἑλληνικῶν σχολείων νὰ ἀπουσιάζωσιν ἀπὸ τῶν θέσεων αὐτῶν κατὰ τὰς διακοπάς. xyxy=(302,1181,582,1254)
article-heading: ΤΟΠΟΘΕΤΗΣΕΙΣ ΑΞΙΩΜΑΤΙΚΩΝ xyxy=(322,815,562,831)
article-heading: Ο ΔΟΛΟΦΟΝΟΣ ΤΟΥ ΡΩΣΣΟΥ ΥΠΟΥΡΓΟΥ xyxy=(310,132,574,170)
lead-paragraph: Υἱὸς κατεδίωξεν τὸν πατέρα του! — Ἡ δεξιὰ βραχίων τοῦ Φερὴτ πασᾶ. — Ἡ προσφορὰ τοῦ Σουλτάνου. xyxy=(135,694,286,784)
notice-text: Τὸ γραφεῖον τοῦ Ἑλληνικοῦ Ἐκπαιδευτηρίου Δημητρίου Ν. Μακρῆ, διαρκοῦσα τῶν διακοπῶν μένει ἀνοικτὸν καθ' ἑκάστην τὰς ὥρας ἀπὸ τῆς 10—12 π. μ. xyxy=(135,2169,286,2304)
article-heading: ΕΞΑΦΑΝΙΣΙΣ ΥΠΗΡΕΤΡΙΑΣ xyxy=(1106,1037,1302,1053)
advertisement-title: ΧΑΡ. Π. ΠΡΑΠΟΠΟΥΛΟΣ xyxy=(135,1599,286,1647)
advertisement-address: Πλατεία Ὁμονοίας 14 — Ὁδὸς Ἁγίου Κωνσταντίνου — 14 xyxy=(1324,2082,1463,2123)
article-text: Κατὰ τηλεγράφημα τοῦ ἐν Ζακύνθῳ ὑπουργοῦ ἐξεράγη πυρκαϊὰ εἰς τὴν οἰκίαν τοῦ κ. Σ. Δραγώνα, ἥτις ἐκαηθεῖσα ἐκ θεμελίων. Ἡ ζημία ὑπολογίζεται εἰς 30 χιλ. δραχμάς. xyxy=(302,1278,582,1336)
lead-paragraph: Ὁ διάδοχος τοῦ Πλέβε φέρεται ὁ Βίττε, πρώην ὑπουργὸς τῶν Οἰκονομικῶν. xyxy=(302,297,582,326)
masthead-rule xyxy=(135,31,1461,34)
article-text: Ἀπενεμήθη ἔπαινος εἰς τοὺς λοχίας τῶν εὐζώνων Δ. Βλαχάκην καὶ τοὺς χωροφύλακας Α. Καρατζάκην, Π. Παππᾶν, Δ. Ζαχαρόπουλον, οἵτινες διεκρίθησαν κατὰ τὴν καταδίωξιν τῆς συμμορίας τοῦ ληστοῦ Λάζου. xyxy=(874,297,1083,399)
article-text: Κωμικωτάτη σκηνὴ συνέβη χθὲς τὸ ἀπόγευμα εἰς τὸ παρὰ τῷ ἀστυνομικῷ τμήματι κρατητήριον. Δύο λωποδύται ἐπεχείρησαν νὰ δραπετεύσωσι διὰ τοῦ παραθύρου, ἀλλ' ὁ εἷς ἐσφήνωσεν ἐν αὐτῷ καὶ ἤρχισε νὰ φωνάζῃ. Οἱ χωροφύλακες ἔσπευσαν καὶ μετ' ὀλίγον ἀπέσπασαν αὐτὸν ἐκ τῆς θέσεώς του ἐν μέσῳ τῶν γελώτων τῶν παρευρισκομένων. xyxy=(874,993,1083,1153)
section-rule xyxy=(358,480,526,481)
article-text: Κατὰ χθεσινὸν τηλεγράφημα πρὸς τὸ ὑπουργεῖον τῶν Ναυτικῶν πρεσβεύει ὅτι ὁ Βασιλεὺς ἐξεδρόμησεν εἰς Αἲξ, ὅπου ἔτυχε θερμοτάτης ὑποδοχῆς. Μετὰ τὸ πέρας τῆς διαμονῆς του θὰ ἐπανέλθῃ εἰς Παρισίους. xyxy=(598,281,859,353)
article-heading: ΦΟΝΟΣ xyxy=(1360,1564,1427,1584)
article-text: Κατεμηνύθη χθὲς εἰς τὴν ἀστυνομίαν Πειραιῶς ὅτι ἀπὸ τριῶν ἡμερῶν ἐξηφανίσθη ἡ νεαρὰ ὑπηρέτρια τοῦ κ. Σταύρου Κοκκοβάκη ὀνομαζομένη Βασιλική. xyxy=(1099,1055,1309,1128)
article-text: Ἀλεξάνδρας (τέρμα), ἔνθα κόσμος πολὺς συνηθροίσθη. Ὁ πρῶτος μάλιστα αὐθὺς ἐτελείωσε τὸν ἀγῶνα τοῦ ἀλτικοῦ δρόμου. Πάντες οἱ ἀθληταὶ παρουσιάσθησαν χθὲς εἰς τὰς ἀσκήσεις. xyxy=(874,42,1083,128)
article-subheading: ΚΩΜΙΚΩΤΑΤΗ ΣΚΗΝΗ xyxy=(894,975,1063,991)
lead-paragraph: Καὶ πάλιν τὸ Κορώνιον. — Μὴ τρώγε τὰς σάρκας τοῦ ἀδελφοῦ σου. — Οἱ συρτάδες εἰς κατάστασιν. — Ἐπιβολαὶ τῆς εἰσπράξεως. — Συλλήψεις ἐπὶ συλλήψεων διὰ τὴν 19 Αὐγούστου. — Ἡ μυστικὴ Ἑταιρία τοῦ Γιλδίζ. xyxy=(135,1398,286,1593)
article-heading: ΜΙΑ ΔΙΚΗ ΔΙΑ ΤΗΝ ΠΑΝΔΩΡΑΝ xyxy=(1333,581,1454,608)
column-2 xyxy=(302,128,582,2116)
article-heading: ΑΠΟΠΕΙΡΑ ΑΠΟΔΡΑΣΕΩΣ ΛΩΠΟΔΥΤΩΝ xyxy=(915,915,1042,972)
article-subheading: ΑΚΡΙΒΕΙΣ ΠΛΗΡΟΦΟΡΙΑΙ xyxy=(1109,162,1299,178)
article-text: Δικάζεται σήμερον εἰς τὸ Ναυτοδικεῖον Πειραιῶς ὁ ναύτης τοῦ Β. Ναυτικοῦ Ἀνδρ. Εὐσταθίου κατηγορούμενος ἐπὶ λιποταξίᾳ. xyxy=(1324,1058,1463,1160)
article-heading: ΚΛΟΠΗ ΕΝ ΑΤΜΟΠΛΟΙΩ xyxy=(1353,1167,1434,1193)
advertisement-title: Γ. Ι. ΜΑΚΡΥΚΩΣΤΑΣ xyxy=(1327,1970,1460,2007)
article-text: δ΄) Παρακαλοῦσι τὸν κ. Νομάρχην Τρικκάλων νὰ διαβιβάσῃ τὸ ψήφισμα πρὸς τὴν Κυβέρνησιν. Ἡ Ἐπιτροπὴ τῶν Μακεδόνων. xyxy=(874,845,1083,902)
article-text: Χθὲς τὴν μεσημβρίαν οἱ ὀκτὼ νέοι σηματοφόροι ἀνεχώρησαν ἐπὶ τοῦ ἀτμοπλοίου «Σφακτηρία» διὰ τὰς θέσεις των, ἔνθα θὰ ἐγκατασταθῶσι. Τὸ ὑπουργεῖον ἀπέστειλε πρὸς αὐτοὺς κατὰ τὰ εἰθισμένα τὰ σχετικὰ ἐφόδια. xyxy=(598,377,859,464)
article-heading: ΠΙΑΣΘΕΝΤΕΣ ΛΩΠΟΔΥΤΑΙ xyxy=(630,1023,826,1039)
column-4 xyxy=(874,42,1083,2116)
